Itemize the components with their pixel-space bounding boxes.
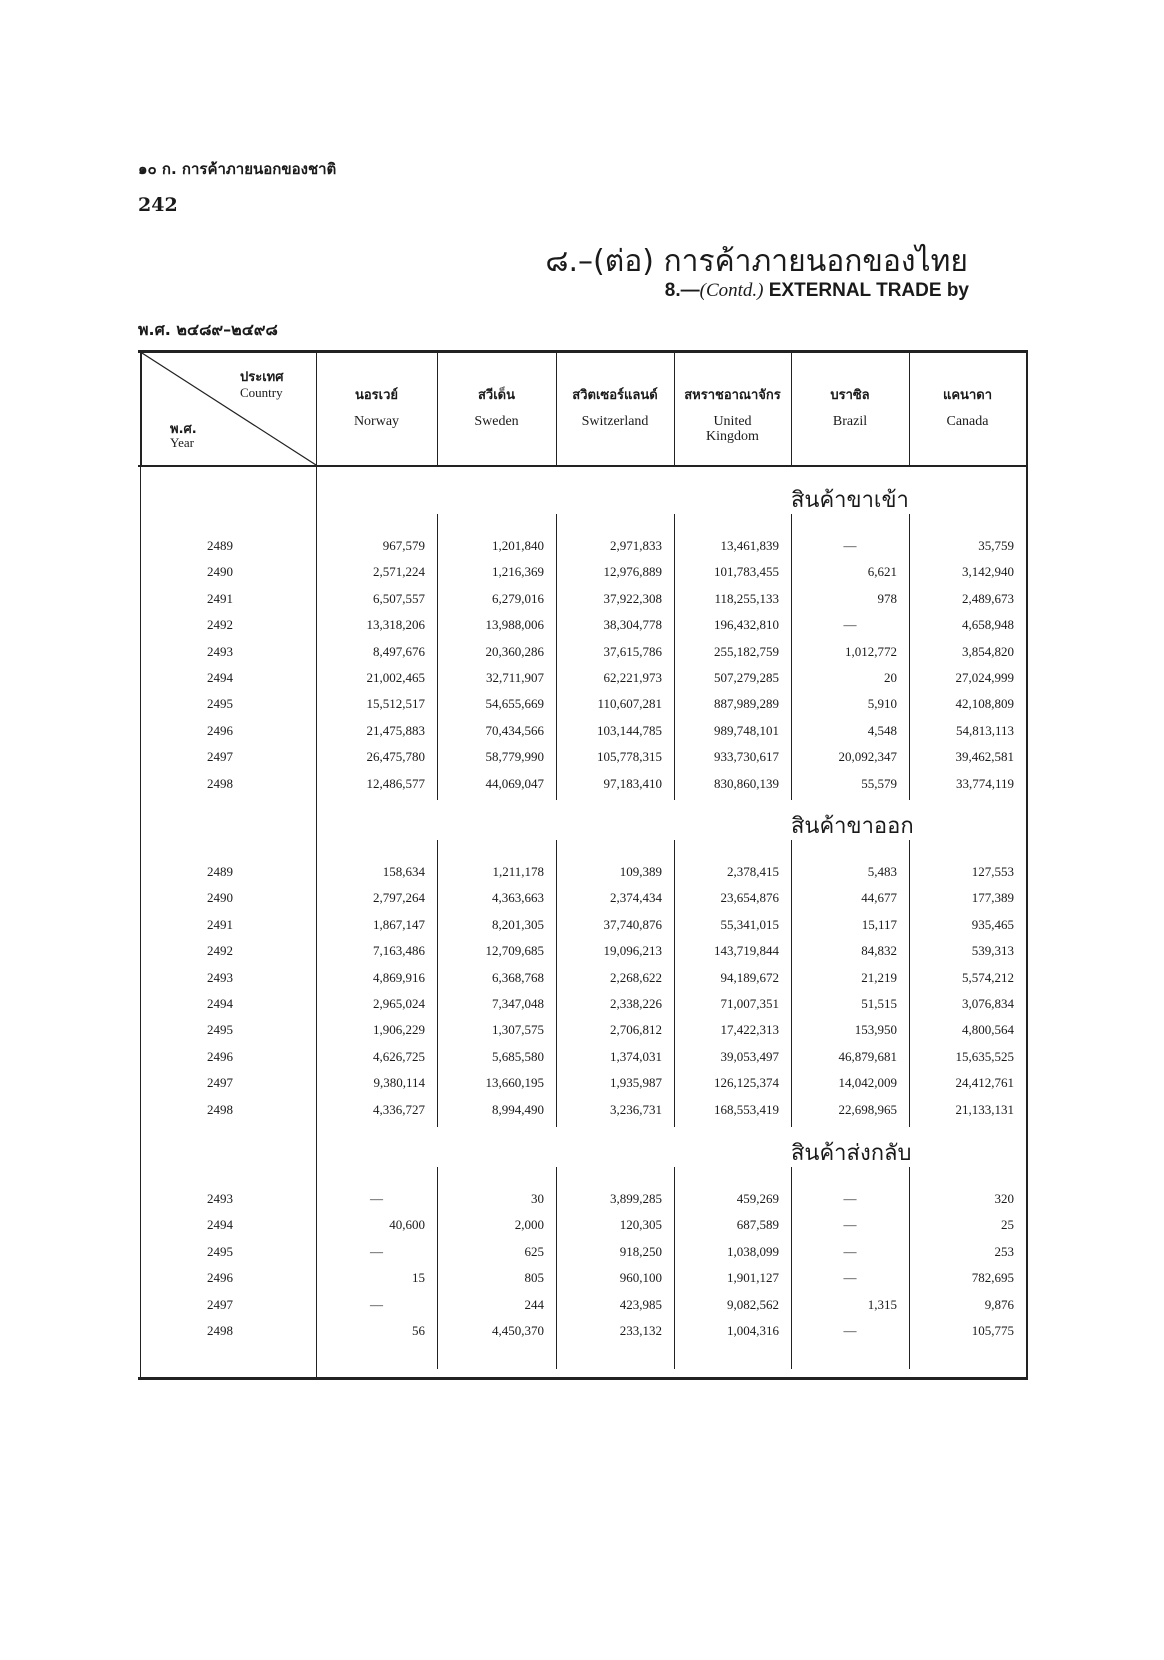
table-cell: 177,389 xyxy=(971,890,1014,906)
table-cell: 3,142,940 xyxy=(962,564,1014,580)
column-header-english-line2: Kingdom xyxy=(706,429,759,444)
table-cell: 9,380,114 xyxy=(373,1075,425,1091)
table-cell: 1,935,987 xyxy=(610,1075,662,1091)
table-cell: 13,660,195 xyxy=(485,1075,544,1091)
row-year: 2495 xyxy=(207,696,233,712)
table-cell: — xyxy=(843,1243,857,1259)
table-cell: 4,363,663 xyxy=(492,890,544,906)
row-year: 2496 xyxy=(207,1048,233,1064)
table-cell: 15,117 xyxy=(861,916,897,932)
table-cell: 94,189,672 xyxy=(720,969,779,985)
table-title-english xyxy=(665,280,969,302)
table-cell: 105,775 xyxy=(971,1323,1014,1338)
column-header-thai: สวีเด็น xyxy=(477,388,515,403)
section-title: สินค้าส่งกลับ xyxy=(791,1141,912,1166)
table-cell: 960,100 xyxy=(619,1270,662,1286)
header-divider xyxy=(556,350,557,466)
table-cell: 127,553 xyxy=(971,864,1014,879)
table-cell: 97,183,410 xyxy=(603,775,662,791)
header-divider xyxy=(909,350,910,466)
table-cell: 126,125,374 xyxy=(714,1075,779,1091)
table-cell: 19,096,213 xyxy=(603,943,662,959)
table-cell: 2,571,224 xyxy=(373,564,425,580)
table-cell: 26,475,780 xyxy=(366,749,425,765)
table-cell: 4,658,948 xyxy=(962,617,1014,633)
table-cell: 56 xyxy=(412,1323,425,1338)
table-cell: 196,432,810 xyxy=(714,617,779,633)
table-cell: 33,774,119 xyxy=(955,775,1014,791)
table-cell: 20,092,347 xyxy=(838,749,897,765)
table-cell: 20,360,286 xyxy=(485,643,544,659)
table-cell: 13,318,206 xyxy=(366,617,425,633)
table-cell: 4,626,725 xyxy=(373,1048,425,1064)
corner-country-thai: ประเทศ xyxy=(240,370,284,385)
table-cell: 55,341,015 xyxy=(720,916,779,932)
table-cell: 21,475,883 xyxy=(366,722,425,738)
table-cell: 1,038,099 xyxy=(727,1243,779,1259)
table-cell: 1,211,178 xyxy=(492,864,544,879)
table-cell: 918,250 xyxy=(619,1243,662,1259)
table-cell: 12,709,685 xyxy=(485,943,544,959)
table-cell: 62,221,973 xyxy=(603,670,662,685)
column-header-english: United xyxy=(713,414,752,429)
table-cell: 15 xyxy=(412,1270,425,1286)
table-cell: 3,854,820 xyxy=(962,643,1014,659)
column-header-english: Canada xyxy=(946,414,989,429)
table-cell: 9,082,562 xyxy=(727,1296,779,1312)
table-cell: 37,740,876 xyxy=(603,916,662,932)
table-cell: 967,579 xyxy=(382,538,425,553)
table-cell: 6,279,016 xyxy=(492,590,544,606)
section-title: สินค้าขาออก xyxy=(791,814,914,839)
corner-year-thai: พ.ศ. xyxy=(170,422,197,437)
row-year: 2495 xyxy=(207,1022,233,1038)
table-cell: 143,719,844 xyxy=(714,943,779,959)
table-cell: 1,004,316 xyxy=(727,1323,779,1338)
table-cell: 39,053,497 xyxy=(720,1048,779,1064)
table-cell: 158,634 xyxy=(382,864,425,879)
table-cell: 40,600 xyxy=(389,1217,425,1233)
row-year: 2493 xyxy=(207,643,233,659)
table-cell: 42,108,809 xyxy=(955,696,1014,712)
table-cell: 2,000 xyxy=(514,1217,544,1233)
header-divider xyxy=(791,350,792,466)
corner-year-english: Year xyxy=(170,435,194,450)
table-cell: 54,813,113 xyxy=(955,722,1014,738)
table-cell: 1,315 xyxy=(867,1296,897,1312)
table-cell: 58,779,990 xyxy=(485,749,544,765)
body-left-border xyxy=(140,467,141,1379)
row-year: 2497 xyxy=(207,1296,233,1312)
table-cell: 423,985 xyxy=(619,1296,662,1312)
table-cell: 1,906,229 xyxy=(373,1022,425,1038)
table-cell: 978 xyxy=(877,590,897,606)
running-head: ๑๐ ก. การค้าภายนอกของชาติ xyxy=(138,160,337,178)
row-year: 2498 xyxy=(207,775,233,791)
table-cell: 1,307,575 xyxy=(492,1022,544,1038)
table-cell: — xyxy=(843,1323,857,1338)
table-cell: 805 xyxy=(524,1270,544,1286)
corner-country-english: Country xyxy=(240,385,283,400)
table-cell: 14,042,009 xyxy=(838,1075,897,1091)
table-cell: 23,654,876 xyxy=(720,890,779,906)
table-cell: 21,219 xyxy=(861,969,897,985)
row-year: 2495 xyxy=(207,1243,233,1259)
table-cell: 101,783,455 xyxy=(714,564,779,580)
page-number: 242 xyxy=(138,194,178,216)
table-cell: 782,695 xyxy=(971,1270,1014,1286)
row-year: 2497 xyxy=(207,749,233,765)
table-cell: 4,869,916 xyxy=(373,969,425,985)
row-year: 2496 xyxy=(207,1270,233,1286)
table-cell: 4,336,727 xyxy=(373,1101,425,1117)
table-cell: — xyxy=(843,1217,857,1233)
table-cell: 1,012,772 xyxy=(845,643,897,659)
row-year: 2494 xyxy=(207,1217,233,1233)
column-header-thai: แคนาดา xyxy=(942,388,992,403)
table-cell: — xyxy=(370,1243,383,1259)
table-cell: 37,922,308 xyxy=(603,590,662,606)
header-divider xyxy=(316,350,317,466)
table-cell: 233,132 xyxy=(619,1323,662,1338)
table-cell: 55,579 xyxy=(861,775,897,791)
row-year: 2491 xyxy=(207,590,233,606)
title-en-rest: EXTERNAL TRADE by xyxy=(763,280,969,301)
table-cell: 1,901,127 xyxy=(727,1270,779,1286)
table-bottom-rule xyxy=(138,1377,1028,1380)
row-year: 2492 xyxy=(207,943,233,959)
table-cell: 7,347,048 xyxy=(492,996,544,1011)
table-cell: 109,389 xyxy=(619,864,662,879)
body-right-border xyxy=(1026,467,1028,1379)
table-cell: 46,879,681 xyxy=(838,1048,897,1064)
table-cell: 5,685,580 xyxy=(492,1048,544,1064)
table-cell: 17,422,313 xyxy=(720,1022,779,1038)
table-cell: 8,201,305 xyxy=(492,916,544,932)
column-header-thai: สวิตเซอร์แลนด์ xyxy=(572,388,658,403)
table-cell: 830,860,139 xyxy=(714,775,779,791)
table-cell: 1,201,840 xyxy=(492,538,544,553)
table-cell: 20 xyxy=(884,670,897,685)
column-header-english: Sweden xyxy=(474,414,519,429)
table-cell: 3,899,285 xyxy=(610,1191,662,1206)
table-cell: 1,867,147 xyxy=(373,916,425,932)
table-cell: 84,832 xyxy=(861,943,897,959)
table-cell: 687,589 xyxy=(736,1217,779,1233)
row-year: 2496 xyxy=(207,722,233,738)
table-cell: 37,615,786 xyxy=(603,643,662,659)
table-cell: 5,483 xyxy=(867,864,897,879)
table-cell: 70,434,566 xyxy=(485,722,544,738)
table-cell: 7,163,486 xyxy=(373,943,425,959)
table-cell: 30 xyxy=(531,1191,544,1206)
header-divider xyxy=(674,350,675,466)
table-cell: 2,268,622 xyxy=(610,969,662,985)
table-cell: 24,412,761 xyxy=(955,1075,1014,1091)
table-cell: 6,507,557 xyxy=(373,590,425,606)
table-cell: 244 xyxy=(524,1296,544,1312)
table-cell: — xyxy=(843,617,857,633)
row-year: 2494 xyxy=(207,670,233,685)
table-cell: 54,655,669 xyxy=(485,696,544,712)
table-cell: 27,024,999 xyxy=(955,670,1014,685)
table-cell: 13,461,839 xyxy=(720,538,779,553)
table-cell: 5,574,212 xyxy=(962,969,1014,985)
title-en-prefix: 8.— xyxy=(664,280,700,301)
table-cell: 12,486,577 xyxy=(366,775,425,791)
table-cell: 35,759 xyxy=(978,538,1014,553)
table-cell: 44,677 xyxy=(861,890,897,906)
table-cell: 22,698,965 xyxy=(838,1101,897,1117)
table-cell: 32,711,907 xyxy=(485,670,544,685)
table-cell: 8,497,676 xyxy=(373,643,425,659)
row-year: 2490 xyxy=(207,890,233,906)
table-cell: — xyxy=(370,1191,383,1206)
table-cell: 989,748,101 xyxy=(714,722,779,738)
table-cell: 6,368,768 xyxy=(492,969,544,985)
table-cell: 459,269 xyxy=(736,1191,779,1206)
table-cell: 39,462,581 xyxy=(955,749,1014,765)
table-cell: 71,007,351 xyxy=(720,996,779,1011)
table-cell: 255,182,759 xyxy=(714,643,779,659)
table-cell: 110,607,281 xyxy=(597,696,662,712)
header-right-border xyxy=(1026,350,1028,466)
table-cell: 2,971,833 xyxy=(610,538,662,553)
row-year: 2498 xyxy=(207,1323,233,1338)
table-cell: 15,635,525 xyxy=(955,1048,1014,1064)
table-cell: 935,465 xyxy=(971,916,1014,932)
table-cell: 5,910 xyxy=(867,696,897,712)
table-cell: 253 xyxy=(994,1243,1014,1259)
column-header-thai: นอรเวย์ xyxy=(354,388,399,403)
table-cell: 4,450,370 xyxy=(492,1323,544,1338)
row-year: 2493 xyxy=(207,969,233,985)
table-cell: 2,797,264 xyxy=(373,890,425,906)
table-cell: 887,989,289 xyxy=(714,696,779,712)
table-cell: 320 xyxy=(994,1191,1014,1206)
column-header-english: Brazil xyxy=(832,414,868,429)
table-cell: 15,512,517 xyxy=(366,696,425,712)
row-year: 2498 xyxy=(207,1101,233,1117)
table-cell: 625 xyxy=(524,1243,544,1259)
table-cell: 38,304,778 xyxy=(603,617,662,633)
corner-diagonal xyxy=(142,353,316,465)
table-cell: 168,553,419 xyxy=(714,1101,779,1117)
table-cell: 2,965,024 xyxy=(373,996,425,1011)
table-cell: 933,730,617 xyxy=(714,749,779,765)
table-cell: 2,338,226 xyxy=(610,996,662,1011)
table-cell: 507,279,285 xyxy=(714,670,779,685)
table-cell: 12,976,889 xyxy=(603,564,662,580)
table-cell: 8,994,490 xyxy=(492,1101,544,1117)
row-year: 2493 xyxy=(207,1191,233,1206)
table-cell: 2,706,812 xyxy=(610,1022,662,1038)
table-cell: 4,548 xyxy=(867,722,897,738)
table-cell: 118,255,133 xyxy=(714,590,779,606)
table-cell: 539,313 xyxy=(971,943,1014,959)
row-year: 2494 xyxy=(207,996,233,1011)
table-cell: 2,378,415 xyxy=(727,864,779,879)
table-cell: 4,800,564 xyxy=(962,1022,1014,1038)
table-cell: 1,216,369 xyxy=(492,564,544,580)
row-year: 2490 xyxy=(207,564,233,580)
table-cell: 44,069,047 xyxy=(485,775,544,791)
table-cell: 153,950 xyxy=(854,1022,897,1038)
table-cell: 3,236,731 xyxy=(610,1101,662,1117)
table-cell: 2,489,673 xyxy=(962,590,1014,606)
table-cell: 103,144,785 xyxy=(597,722,662,738)
table-cell: 9,876 xyxy=(984,1296,1014,1312)
header-divider xyxy=(437,350,438,466)
row-year: 2492 xyxy=(207,617,233,633)
row-year: 2489 xyxy=(207,538,233,553)
table-cell: 6,621 xyxy=(867,564,897,580)
row-year: 2489 xyxy=(207,864,233,879)
column-header-english: Switzerland xyxy=(581,414,649,429)
table-cell: 25 xyxy=(1001,1217,1014,1233)
table-title-thai: ๘.–(ต่อ) การค้าภายนอกของไทย xyxy=(545,244,968,279)
header-bottom-rule xyxy=(138,465,1028,467)
period-label: พ.ศ. ๒๔๘๙–๒๔๙๘ xyxy=(138,320,278,339)
table-cell: — xyxy=(843,538,857,553)
table-cell: 2,374,434 xyxy=(610,890,662,906)
column-header-thai: บราซิล xyxy=(830,388,870,403)
table-cell: 120,305 xyxy=(619,1217,662,1233)
title-en-contd: (Contd.) xyxy=(699,280,764,301)
row-year: 2491 xyxy=(207,916,233,932)
table-cell: — xyxy=(843,1270,857,1286)
table-cell: 21,133,131 xyxy=(955,1101,1014,1117)
table-cell: 51,515 xyxy=(861,996,897,1011)
table-cell: — xyxy=(843,1191,857,1206)
table-cell: 21,002,465 xyxy=(366,670,425,685)
table-cell: 13,988,006 xyxy=(485,617,544,633)
section-title: สินค้าขาเข้า xyxy=(791,488,909,513)
column-header-thai: สหราชอาณาจักร xyxy=(684,388,781,403)
table-cell: 1,374,031 xyxy=(610,1048,662,1064)
table-cell: 105,778,315 xyxy=(597,749,662,765)
table-cell: — xyxy=(370,1296,383,1312)
table-cell: 3,076,834 xyxy=(962,996,1014,1011)
column-header-english: Norway xyxy=(353,414,400,429)
row-year: 2497 xyxy=(207,1075,233,1091)
